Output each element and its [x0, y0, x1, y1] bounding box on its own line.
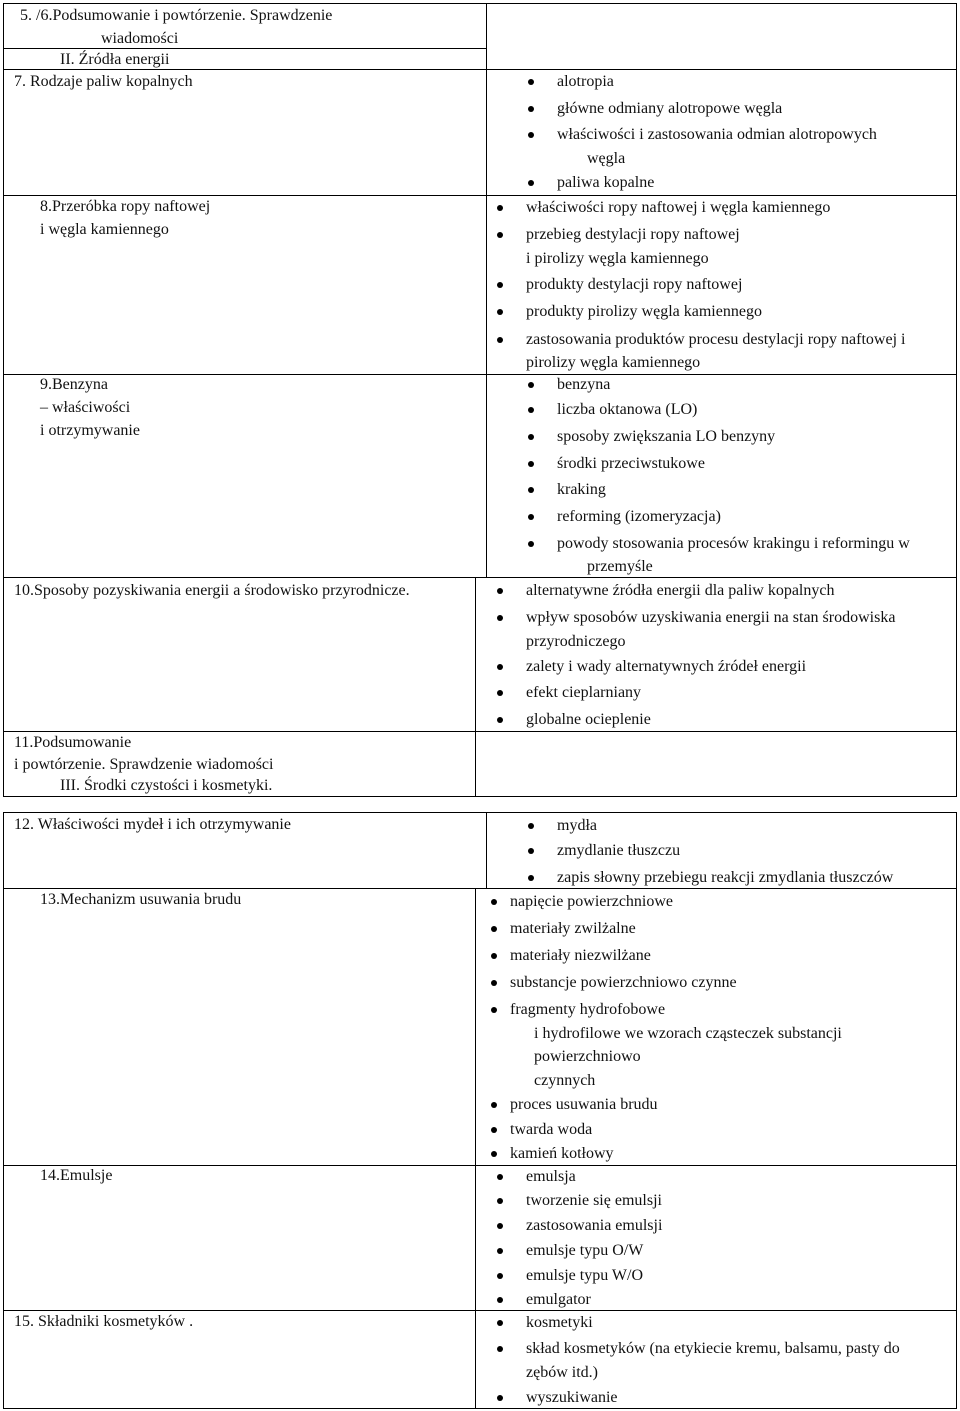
- grid-line: [956, 812, 957, 1409]
- list-item: wyszukiwanie: [526, 1389, 618, 1406]
- list-item: kraking: [557, 481, 606, 498]
- bullet-icon: [528, 875, 534, 881]
- row-7-title: 7. Rodzaje paliw kopalnych: [14, 73, 193, 90]
- bullet-icon: [497, 282, 503, 288]
- list-item-continuation: węgla: [587, 150, 626, 167]
- grid-line: [3, 195, 957, 196]
- list-item: zmydlanie tłuszczu: [557, 842, 681, 859]
- list-item: globalne ocieplenie: [526, 711, 651, 728]
- list-item: zastosowania emulsji: [526, 1217, 663, 1234]
- list-item: materiały zwilżalne: [510, 920, 636, 937]
- list-item: emulsja: [526, 1168, 576, 1185]
- list-item: kamień kotłowy: [510, 1145, 614, 1162]
- list-item-continuation: i pirolizy węgla kamiennego: [526, 250, 709, 267]
- list-item: produkty destylacji ropy naftowej: [526, 276, 743, 293]
- list-item: mydła: [557, 817, 597, 834]
- row-10-title: 10.Sposoby pozyskiwania energii a środowisko przyrodnicze.: [14, 582, 410, 599]
- row-11-title-line-2: i powtórzenie. Sprawdzenie wiadomości: [14, 756, 274, 773]
- row-5-title-line-1: 5. /6.Podsumowanie i powtórzenie. Sprawdzenie: [20, 7, 333, 24]
- bullet-icon: [491, 980, 497, 986]
- grid-line: [475, 577, 476, 796]
- bullet-icon: [497, 337, 503, 343]
- list-item: emulgator: [526, 1291, 591, 1308]
- grid-line: [3, 796, 957, 797]
- bullet-icon: [528, 79, 534, 85]
- bullet-icon: [497, 1297, 503, 1303]
- list-item: właściwości i zastosowania odmian alotropowych: [557, 126, 877, 143]
- bullet-icon: [491, 1102, 497, 1108]
- list-item: paliwa kopalne: [557, 174, 655, 191]
- list-item: fragmenty hydrofobowe: [510, 1001, 666, 1018]
- bullet-icon: [528, 541, 534, 547]
- list-item: powody stosowania procesów krakingu i reformingu w: [557, 535, 910, 552]
- list-item: efekt cieplarniany: [526, 684, 642, 701]
- bullet-icon: [497, 1320, 503, 1326]
- list-item-continuation: czynnych: [534, 1072, 596, 1089]
- grid-line: [486, 3, 487, 577]
- list-item: wpływ sposobów uzyskiwania energii na stan środowiska: [526, 609, 896, 626]
- bullet-icon: [497, 1346, 503, 1352]
- bullet-icon: [497, 615, 503, 621]
- bullet-icon: [491, 1007, 497, 1013]
- grid-line: [3, 3, 4, 796]
- row-15-title: 15. Składniki kosmetyków .: [14, 1313, 194, 1330]
- bullet-icon: [497, 1273, 503, 1279]
- list-item: zalety i wady alternatywnych źródeł energii: [526, 658, 807, 675]
- row-8-title-line-1: 8.Przeróbka ropy naftowej: [40, 198, 211, 215]
- grid-line: [3, 1408, 957, 1409]
- bullet-icon: [491, 953, 497, 959]
- list-item: główne odmiany alotropowe węgla: [557, 100, 783, 117]
- list-item: benzyna: [557, 376, 611, 393]
- row-11-title-line-1: 11.Podsumowanie: [14, 734, 132, 751]
- bullet-icon: [497, 664, 503, 670]
- row-12-title: 12. Właściwości mydeł i ich otrzymywanie: [14, 816, 291, 833]
- bullet-icon: [497, 205, 503, 211]
- bullet-icon: [491, 899, 497, 905]
- list-item: proces usuwania brudu: [510, 1096, 658, 1113]
- bullet-icon: [491, 1127, 497, 1133]
- list-item: materiały niezwilżane: [510, 947, 651, 964]
- row-8-title-line-2: i węgla kamiennego: [40, 221, 169, 238]
- bullet-icon: [528, 434, 534, 440]
- bullet-icon: [497, 1248, 503, 1254]
- list-item-continuation: przyrodniczego: [526, 633, 626, 650]
- list-item: napięcie powierzchniowe: [510, 893, 674, 910]
- bullet-icon: [528, 106, 534, 112]
- bullet-icon: [528, 823, 534, 829]
- grid-line: [956, 3, 957, 796]
- grid-line: [3, 812, 4, 1409]
- section-heading-ii: II. Źródła energii: [60, 51, 170, 68]
- grid-line: [3, 888, 957, 889]
- bullet-icon: [497, 1395, 503, 1401]
- bullet-icon: [491, 1151, 497, 1157]
- bullet-icon: [497, 1223, 503, 1229]
- grid-line: [3, 1165, 957, 1166]
- grid-line: [3, 69, 957, 70]
- list-item: liczba oktanowa (LO): [557, 401, 698, 418]
- list-item: tworzenie się emulsji: [526, 1192, 662, 1209]
- grid-line: [3, 48, 486, 49]
- bullet-icon: [528, 461, 534, 467]
- bullet-icon: [497, 309, 503, 315]
- bullet-icon: [497, 1198, 503, 1204]
- list-item-continuation: i hydrofilowe we wzorach cząsteczek substancji: [534, 1025, 842, 1042]
- row-9-title-line-3: i otrzymywanie: [40, 422, 140, 439]
- list-item: kosmetyki: [526, 1314, 593, 1331]
- list-item: środki przeciwstukowe: [557, 455, 705, 472]
- row-9-title-line-1: 9.Benzyna: [40, 376, 108, 393]
- list-item: skład kosmetyków (na etykiecie kremu, balsamu, pasty do: [526, 1340, 900, 1357]
- bullet-icon: [528, 180, 534, 186]
- grid-line: [3, 3, 957, 4]
- list-item: właściwości ropy naftowej i węgla kamiennego: [526, 199, 831, 216]
- bullet-icon: [497, 588, 503, 594]
- grid-line: [3, 731, 957, 732]
- bullet-icon: [497, 717, 503, 723]
- list-item: emulsje typu O/W: [526, 1242, 644, 1259]
- list-item: alternatywne źródła energii dla paliw kopalnych: [526, 582, 835, 599]
- grid-line: [3, 1310, 957, 1311]
- row-5-title-line-2: wiadomości: [101, 30, 179, 47]
- row-9-title-line-2: – właściwości: [40, 399, 131, 416]
- bullet-icon: [528, 487, 534, 493]
- list-item-continuation: przemyśle: [587, 558, 653, 575]
- bullet-icon: [497, 232, 503, 238]
- row-14-title: 14.Emulsje: [40, 1167, 113, 1184]
- list-item-continuation: zębów itd.): [526, 1364, 598, 1381]
- list-item: substancje powierzchniowo czynne: [510, 974, 737, 991]
- list-item: zastosowania produktów procesu destylacji ropy naftowej i: [526, 331, 906, 348]
- grid-line: [3, 812, 957, 813]
- bullet-icon: [497, 1174, 503, 1180]
- bullet-icon: [528, 132, 534, 138]
- list-item: zapis słowny przebiegu reakcji zmydlania tłuszczów: [557, 869, 894, 886]
- bullet-icon: [528, 514, 534, 520]
- list-item: alotropia: [557, 73, 614, 90]
- grid-line: [3, 577, 957, 578]
- list-item-continuation: pirolizy węgla kamiennego: [526, 354, 701, 371]
- grid-line: [475, 888, 476, 1409]
- list-item: sposoby zwiększania LO benzyny: [557, 428, 776, 445]
- grid-line: [486, 812, 487, 888]
- bullet-icon: [528, 848, 534, 854]
- bullet-icon: [528, 407, 534, 413]
- list-item: reforming (izomeryzacja): [557, 508, 721, 525]
- section-heading-iii: III. Środki czystości i kosmetyki.: [60, 777, 273, 794]
- row-13-title: 13.Mechanizm usuwania brudu: [40, 891, 242, 908]
- list-item: twarda woda: [510, 1121, 593, 1138]
- bullet-icon: [491, 926, 497, 932]
- bullet-icon: [528, 382, 534, 388]
- list-item: przebieg destylacji ropy naftowej: [526, 226, 740, 243]
- list-item: emulsje typu W/O: [526, 1267, 644, 1284]
- list-item-continuation: powierzchniowo: [534, 1048, 641, 1065]
- grid-line: [3, 374, 957, 375]
- list-item: produkty pirolizy węgla kamiennego: [526, 303, 762, 320]
- bullet-icon: [497, 690, 503, 696]
